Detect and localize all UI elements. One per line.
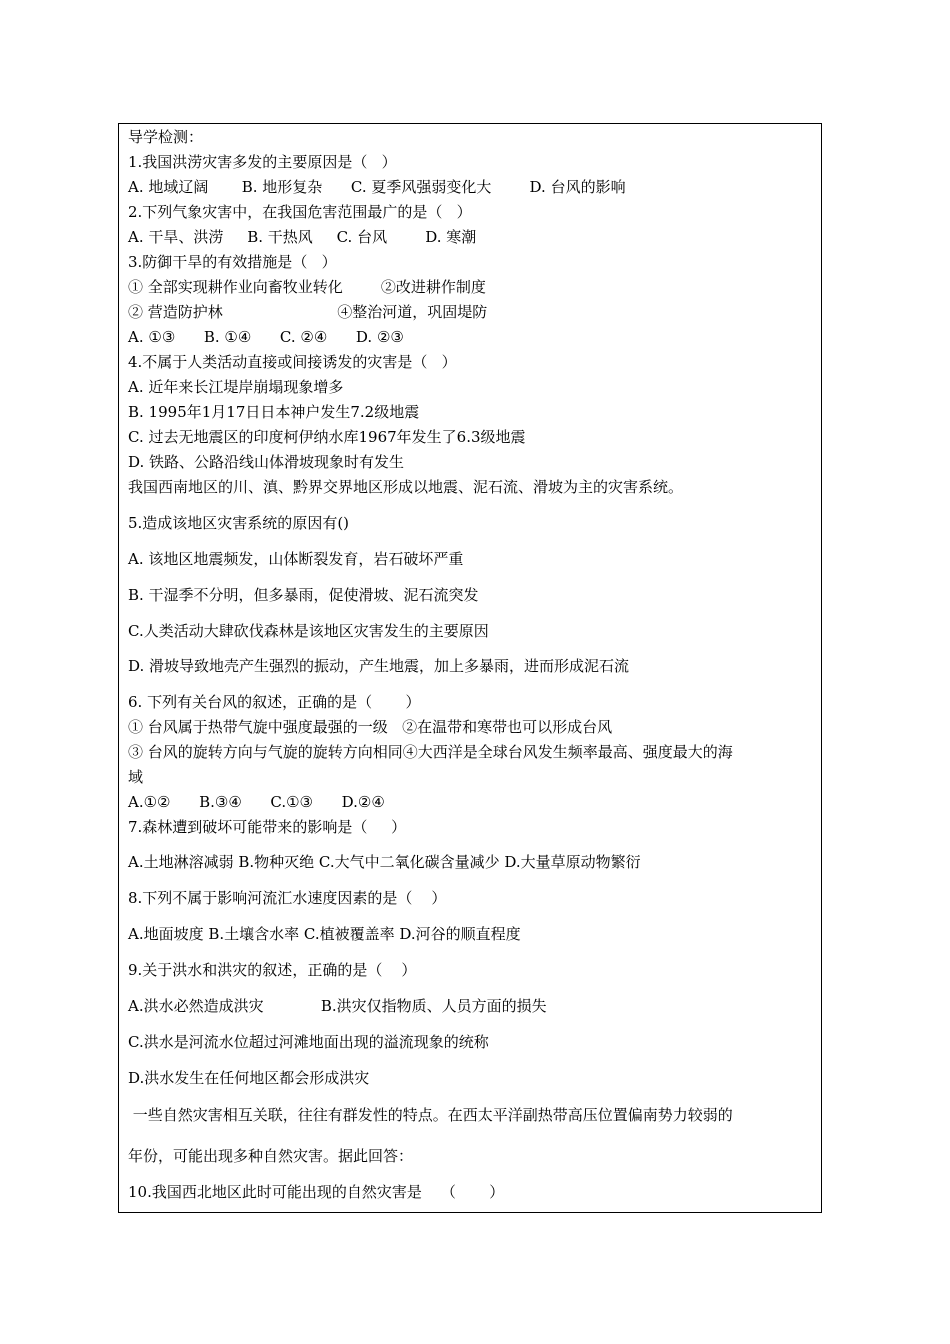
passage-subtropical-high-cont: 年份，可能出现多种自然灾害。据此回答： <box>128 1147 414 1165</box>
q5-option-c: C.人类活动大肆砍伐森林是该地区灾害发生的主要原因 <box>128 622 489 640</box>
q3-items-1: ① 全部实现耕作业向畜牧业转化 ②改进耕作制度 <box>128 278 486 296</box>
q6-items-1: ① 台风属于热带气旋中强度最强的一级 ②在温带和寒带也可以形成台风 <box>128 718 613 736</box>
q6-options: A.①② B.③④ C.①③ D.②④ <box>128 793 385 811</box>
q4-option-b: B. 1995年1月17日日本神户发生7.2级地震 <box>128 403 420 421</box>
q9-options-ab: A.洪水必然造成洪灾 B.洪灾仅指物质、人员方面的损失 <box>128 997 547 1015</box>
question-10: 10.我国西北地区此时可能出现的自然灾害是 （ ） <box>128 1183 505 1201</box>
q5-option-b: B. 干湿季不分明，但多暴雨，促使滑坡、泥石流突发 <box>128 586 479 604</box>
question-8: 8.下列不属于影响河流汇水速度因素的是（ ） <box>128 889 447 907</box>
q9-option-d: D.洪水发生在任何地区都会形成洪灾 <box>128 1069 370 1087</box>
question-7: 7.森林遭到破坏可能带来的影响是（ ） <box>128 818 407 836</box>
section-heading: 导学检测： <box>128 128 204 146</box>
q7-options: A.土地淋溶减弱 B.物种灭绝 C.大气中二氧化碳含量减少 D.大量草原动物繁衍 <box>128 853 641 871</box>
question-5: 5.造成该地区灾害系统的原因有() <box>128 514 350 532</box>
question-2: 2.下列气象灾害中，在我国危害范围最广的是（ ） <box>128 203 472 221</box>
q2-options: A. 干旱、洪涝 B. 干热风 C. 台风 D. 寒潮 <box>128 228 477 246</box>
q5-option-a: A. 该地区地震频发，山体断裂发育，岩石破坏严重 <box>128 550 464 568</box>
question-3: 3.防御干旱的有效措施是（ ） <box>128 253 337 271</box>
question-6: 6. 下列有关台风的叙述，正确的是（ ） <box>128 693 421 711</box>
q1-options: A. 地域辽阔 B. 地形复杂 C. 夏季风强弱变化大 D. 台风的影响 <box>128 178 626 196</box>
passage-subtropical-high: 一些自然灾害相互关联，往往有群发性的特点。在西太平洋副热带高压位置偏南势力较弱的 <box>128 1106 733 1124</box>
q5-option-d: D. 滑坡导致地壳产生强烈的振动，产生地震，加上多暴雨，进而形成泥石流 <box>128 657 630 675</box>
question-4: 4.不属于人类活动直接或间接诱发的灾害是（ ） <box>128 353 457 371</box>
q6-items-2-wrap: 域 <box>128 768 144 786</box>
q3-items-2: ② 营造防护林 ④整治河道，巩固堤防 <box>128 303 488 321</box>
question-1: 1.我国洪涝灾害多发的主要原因是（ ） <box>128 153 397 171</box>
q4-option-c: C. 过去无地震区的印度柯伊纳水库1967年发生了6.3级地震 <box>128 428 526 446</box>
q8-options: A.地面坡度 B.土壤含水率 C.植被覆盖率 D.河谷的顺直程度 <box>128 925 521 943</box>
q4-option-a: A. 近年来长江堤岸崩塌现象增多 <box>128 378 344 396</box>
question-9: 9.关于洪水和洪灾的叙述，正确的是（ ） <box>128 961 417 979</box>
q6-items-2: ③ 台风的旋转方向与气旋的旋转方向相同④大西洋是全球台风发生频率最高、强度最大的海 <box>128 743 733 761</box>
q9-option-c: C.洪水是河流水位超过河滩地面出现的溢流现象的统称 <box>128 1033 489 1051</box>
q4-option-d: D. 铁路、公路沿线山体滑坡现象时有发生 <box>128 453 405 471</box>
q3-options: A. ①③ B. ①④ C. ②④ D. ②③ <box>128 328 404 346</box>
passage-southwest: 我国西南地区的川、滇、黔界交界地区形成以地震、泥石流、滑坡为主的灾害系统。 <box>128 478 684 496</box>
